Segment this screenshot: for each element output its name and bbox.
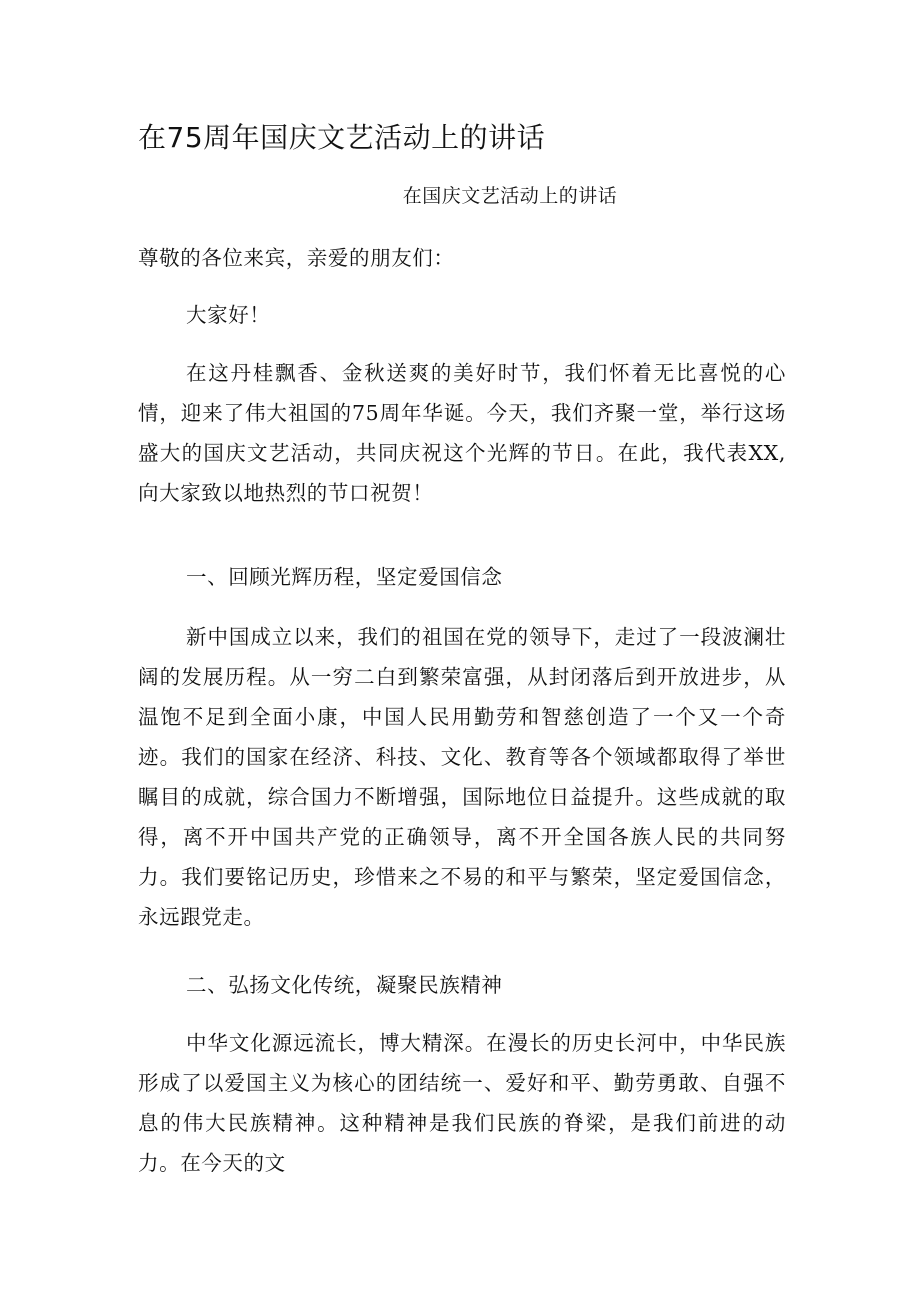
- greeting: 大家好！: [186, 303, 271, 327]
- document-subtitle: 在国庆文艺活动上的讲话: [402, 185, 618, 207]
- document-title: 在75周年国庆文艺活动上的讲话: [138, 121, 546, 154]
- salutation: 尊敬的各位来宾，亲爱的朋友们：: [138, 246, 455, 270]
- section-heading-2: 二、弘扬文化传统，凝聚民族精神: [186, 973, 503, 997]
- paragraph-opening: 在这丹桂飘香、金秋送爽的美好时节，我们怀着无比喜悦的心情，迎来了伟大祖国的75周年华诞。今天，我们齐聚一堂，举行这场盛大的国庆文艺活动，共同庆祝这个光辉的节日。在此，我代表XX,向大家致以地热烈的节口祝贺！: [138, 361, 786, 505]
- paragraph-history: 新中国成立以来，我们的祖国在党的领导下，走过了一段波澜壮阔的发展历程。从一穷二白到繁荣富强，从封闭落后到开放进步，从温饱不足到全面小康，中国人民用勤劳和智慈创造了一个又一个奇迹。我们的国家在经济、科技、文化、教育等各个领域都取得了举世瞩目的成就，综合国力不断增强，国际地位日益提升。这些成就的取得，离不开中国共产党的正确领导，离不开全国各族人民的共同努力。我们要铭记历史，珍惜来之不易的和平与繁荣，坚定爱国信念，永远跟党走。: [138, 625, 786, 929]
- paragraph-culture: 中华文化源远流长，博大精深。在漫长的历史长河中，中华民族形成了以爱国主义为核心的团结统一、爱好和平、勤劳勇敢、自强不息的伟大民族精神。这种精神是我们民族的脊梁，是我们前进的动力。在今天的文: [138, 1031, 786, 1175]
- section-heading-1: 一、回顾光辉历程，坚定爱国信念: [186, 565, 503, 589]
